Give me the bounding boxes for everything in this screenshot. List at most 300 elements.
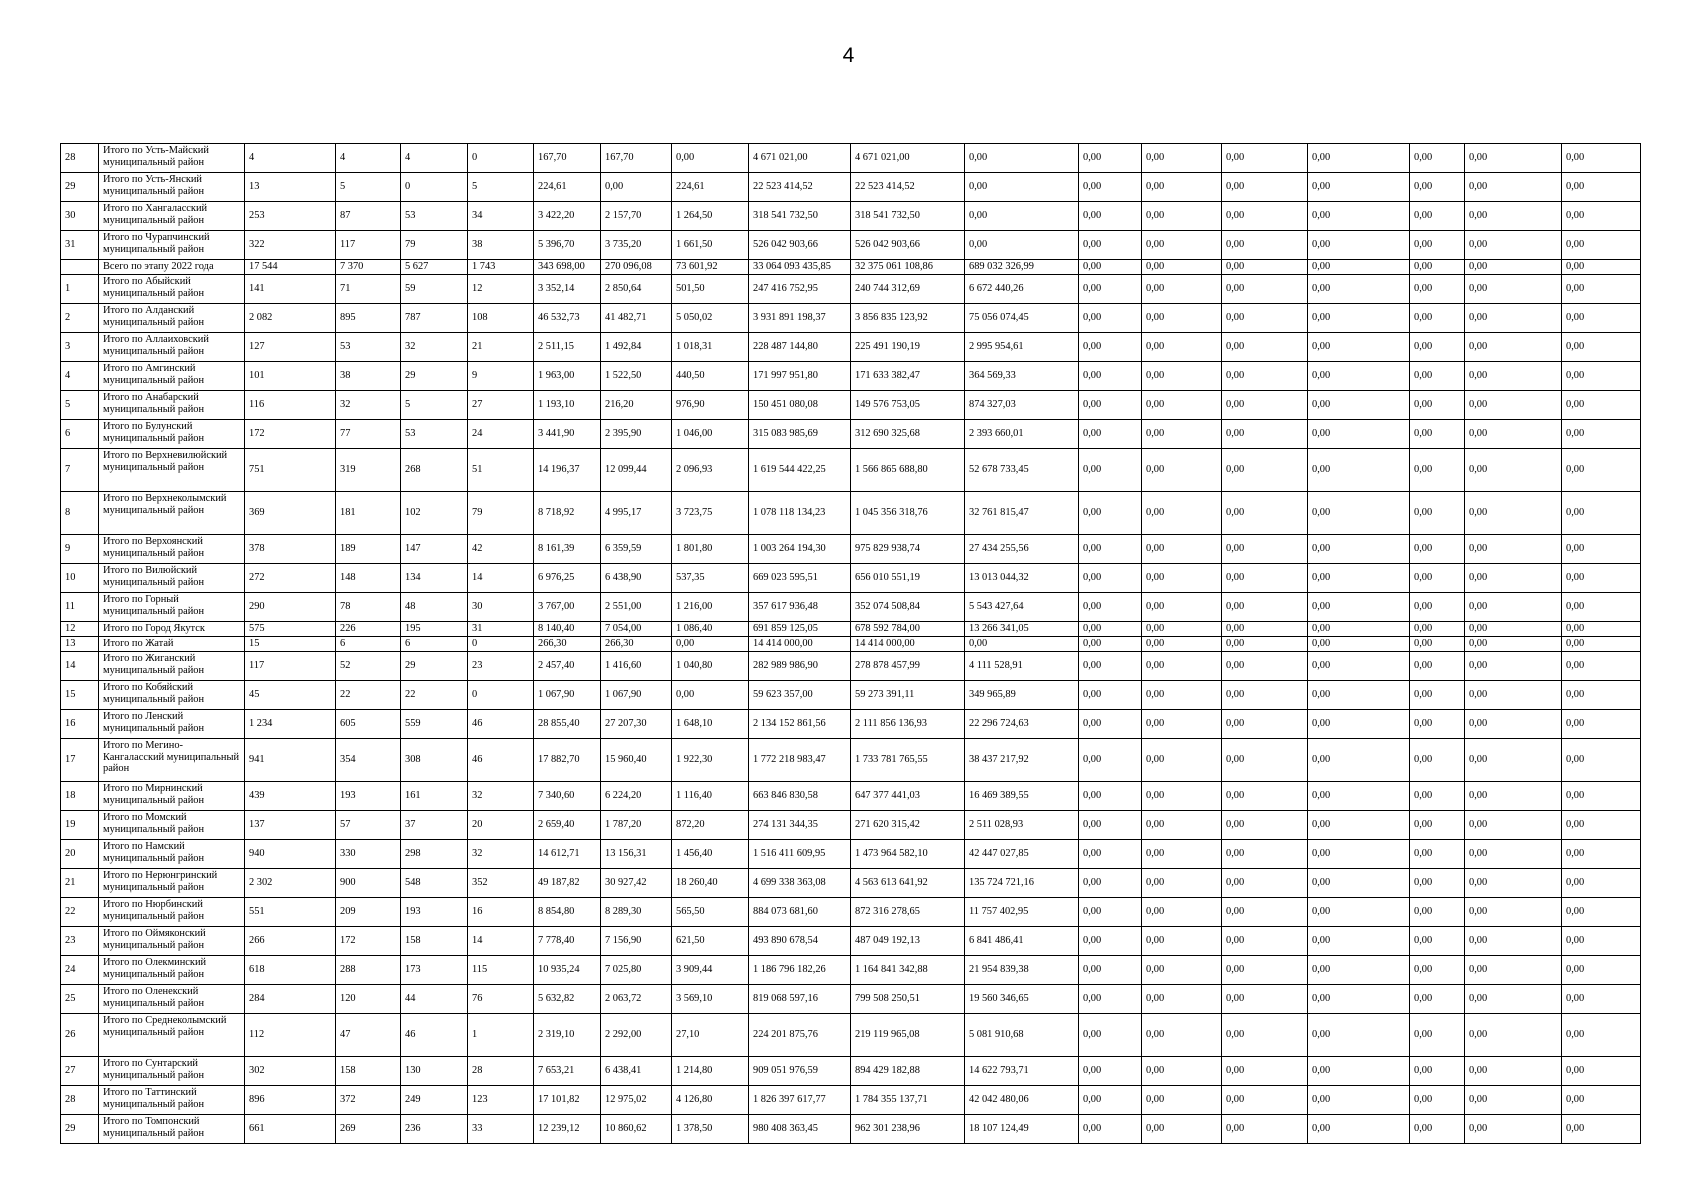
value-cell: 0,00 [965, 231, 1079, 260]
value-cell: 216,20 [601, 391, 672, 420]
value-cell: 8 161,39 [534, 535, 601, 564]
value-cell: 0,00 [1410, 927, 1465, 956]
value-cell: 0,00 [1562, 782, 1641, 811]
value-cell: 14 [468, 564, 534, 593]
value-cell: 0,00 [1562, 593, 1641, 622]
value-cell: 0,00 [1465, 593, 1562, 622]
value-cell: 115 [468, 956, 534, 985]
value-cell: 0,00 [1222, 1057, 1308, 1086]
value-cell: 0,00 [1562, 173, 1641, 202]
value-cell: 172 [336, 927, 401, 956]
value-cell: 59 623 357,00 [749, 681, 851, 710]
value-cell: 2 551,00 [601, 593, 672, 622]
table-row [61, 710, 1641, 739]
value-cell: 439 [245, 782, 336, 811]
value-cell: 318 541 732,50 [749, 202, 851, 231]
value-cell: 0,00 [1142, 739, 1222, 782]
value-cell: 0,00 [1222, 449, 1308, 492]
district-name-cell: Итого по Верхневилюйский муниципальный район [99, 449, 245, 492]
value-cell: 1 378,50 [672, 1115, 749, 1144]
value-cell: 2 850,64 [601, 275, 672, 304]
table-row [61, 1014, 1641, 1057]
table-row [61, 622, 1641, 637]
value-cell: 0,00 [1079, 637, 1142, 652]
value-cell: 51 [468, 449, 534, 492]
value-cell: 42 447 027,85 [965, 840, 1079, 869]
value-cell: 0,00 [1142, 492, 1222, 535]
value-cell: 5 050,02 [672, 304, 749, 333]
value-cell: 1 648,10 [672, 710, 749, 739]
value-cell: 14 414 000,00 [851, 637, 965, 652]
value-cell: 134 [401, 564, 468, 593]
row-number-cell: 24 [61, 956, 99, 985]
value-cell: 0,00 [1222, 304, 1308, 333]
row-number-cell: 16 [61, 710, 99, 739]
value-cell: 0,00 [1410, 362, 1465, 391]
district-name-cell: Итого по Намский муниципальный район [99, 840, 245, 869]
value-cell: 0,00 [1465, 840, 1562, 869]
value-cell: 0,00 [1222, 1115, 1308, 1144]
value-cell: 44 [401, 985, 468, 1014]
value-cell: 209 [336, 898, 401, 927]
value-cell: 0,00 [1465, 652, 1562, 681]
value-cell: 0,00 [1079, 173, 1142, 202]
value-cell: 0,00 [1465, 275, 1562, 304]
value-cell: 0,00 [1222, 362, 1308, 391]
value-cell: 0,00 [1410, 956, 1465, 985]
district-name-cell: Итого по Горный муниципальный район [99, 593, 245, 622]
value-cell: 0,00 [1079, 681, 1142, 710]
value-cell: 0,00 [1142, 637, 1222, 652]
table-row [61, 1057, 1641, 1086]
value-cell: 0,00 [1142, 652, 1222, 681]
value-cell: 0,00 [1308, 927, 1410, 956]
value-cell: 171 997 951,80 [749, 362, 851, 391]
table-row [61, 869, 1641, 898]
value-cell: 315 083 985,69 [749, 420, 851, 449]
value-cell: 0,00 [1142, 956, 1222, 985]
value-cell: 46 [401, 1014, 468, 1057]
value-cell: 0,00 [1562, 739, 1641, 782]
value-cell: 17 882,70 [534, 739, 601, 782]
district-name-cell: Итого по Сунтарский муниципальный район [99, 1057, 245, 1086]
value-cell: 0,00 [1142, 564, 1222, 593]
value-cell: 1 264,50 [672, 202, 749, 231]
value-cell: 13 266 341,05 [965, 622, 1079, 637]
value-cell: 0,00 [1222, 144, 1308, 173]
value-cell: 678 592 784,00 [851, 622, 965, 637]
value-cell: 621,50 [672, 927, 749, 956]
value-cell: 0,00 [1079, 304, 1142, 333]
value-cell: 0,00 [1308, 869, 1410, 898]
value-cell: 312 690 325,68 [851, 420, 965, 449]
value-cell: 1 922,30 [672, 739, 749, 782]
district-name-cell: Итого по Верхнеколымский муниципальный район [99, 492, 245, 535]
value-cell: 1 743 [468, 260, 534, 275]
value-cell: 167,70 [534, 144, 601, 173]
value-cell: 112 [245, 1014, 336, 1057]
district-name-cell: Итого по Среднеколымский муниципальный район [99, 1014, 245, 1057]
value-cell: 884 073 681,60 [749, 898, 851, 927]
value-cell: 0,00 [1465, 333, 1562, 362]
value-cell: 46 [468, 710, 534, 739]
value-cell: 193 [401, 898, 468, 927]
value-cell: 224,61 [534, 173, 601, 202]
table-row [61, 144, 1641, 173]
value-cell: 247 416 752,95 [749, 275, 851, 304]
value-cell: 29 [401, 362, 468, 391]
district-name-cell: Итого по Булунский муниципальный район [99, 420, 245, 449]
district-name-cell: Итого по Ленский муниципальный район [99, 710, 245, 739]
table-row [61, 420, 1641, 449]
value-cell: 33 [468, 1115, 534, 1144]
value-cell: 0,00 [1562, 564, 1641, 593]
value-cell: 22 523 414,52 [851, 173, 965, 202]
district-name-cell: Итого по Мирнинский муниципальный район [99, 782, 245, 811]
value-cell: 1 186 796 182,26 [749, 956, 851, 985]
value-cell: 1 045 356 318,76 [851, 492, 965, 535]
value-cell: 7 054,00 [601, 622, 672, 637]
value-cell: 343 698,00 [534, 260, 601, 275]
data-table [60, 143, 1641, 1144]
value-cell: 0,00 [1465, 1086, 1562, 1115]
value-cell: 5 [468, 173, 534, 202]
value-cell: 282 989 986,90 [749, 652, 851, 681]
value-cell: 0,00 [1079, 593, 1142, 622]
value-cell: 0,00 [1079, 202, 1142, 231]
row-number-cell: 23 [61, 927, 99, 956]
value-cell: 5 081 910,68 [965, 1014, 1079, 1057]
value-cell: 14 414 000,00 [749, 637, 851, 652]
value-cell: 5 [401, 391, 468, 420]
value-cell: 330 [336, 840, 401, 869]
value-cell: 3 735,20 [601, 231, 672, 260]
value-cell: 42 042 480,06 [965, 1086, 1079, 1115]
value-cell: 0,00 [1410, 840, 1465, 869]
value-cell: 0,00 [1079, 449, 1142, 492]
value-cell: 0,00 [1562, 362, 1641, 391]
page-number: 4 [842, 44, 855, 67]
value-cell: 0,00 [1562, 652, 1641, 681]
value-cell: 11 757 402,95 [965, 898, 1079, 927]
table-row [61, 840, 1641, 869]
table-row [61, 681, 1641, 710]
value-cell: 4 563 613 641,92 [851, 869, 965, 898]
value-cell: 0,00 [1222, 782, 1308, 811]
value-cell: 0,00 [1308, 898, 1410, 927]
value-cell: 0,00 [1079, 144, 1142, 173]
value-cell: 0,00 [1308, 144, 1410, 173]
value-cell: 30 927,42 [601, 869, 672, 898]
value-cell: 1 040,80 [672, 652, 749, 681]
value-cell: 2 995 954,61 [965, 333, 1079, 362]
value-cell: 15 960,40 [601, 739, 672, 782]
value-cell: 0,00 [1142, 782, 1222, 811]
value-cell: 0,00 [1142, 593, 1222, 622]
value-cell: 1 193,10 [534, 391, 601, 420]
value-cell: 0,00 [1308, 681, 1410, 710]
value-cell: 0,00 [1308, 593, 1410, 622]
value-cell: 2 457,40 [534, 652, 601, 681]
value-cell: 12 [468, 275, 534, 304]
value-cell: 0,00 [1465, 985, 1562, 1014]
value-cell: 10 935,24 [534, 956, 601, 985]
value-cell: 940 [245, 840, 336, 869]
row-number-cell: 6 [61, 420, 99, 449]
value-cell: 22 [336, 681, 401, 710]
value-cell: 173 [401, 956, 468, 985]
value-cell: 909 051 976,59 [749, 1057, 851, 1086]
row-number-cell: 28 [61, 1086, 99, 1115]
value-cell: 0,00 [1562, 811, 1641, 840]
value-cell: 0,00 [1142, 840, 1222, 869]
value-cell: 6 438,41 [601, 1057, 672, 1086]
value-cell: 0,00 [1465, 1115, 1562, 1144]
value-cell: 32 [336, 391, 401, 420]
value-cell: 976,90 [672, 391, 749, 420]
value-cell: 53 [336, 333, 401, 362]
value-cell: 3 856 835 123,92 [851, 304, 965, 333]
value-cell: 16 469 389,55 [965, 782, 1079, 811]
value-cell: 79 [401, 231, 468, 260]
value-cell: 872 316 278,65 [851, 898, 965, 927]
value-cell: 575 [245, 622, 336, 637]
value-cell: 0,00 [1562, 681, 1641, 710]
value-cell: 0,00 [1410, 492, 1465, 535]
value-cell: 0,00 [1222, 275, 1308, 304]
value-cell: 0,00 [965, 173, 1079, 202]
value-cell: 0,00 [1308, 391, 1410, 420]
value-cell: 4 671 021,00 [749, 144, 851, 173]
value-cell: 440,50 [672, 362, 749, 391]
value-cell: 3 767,00 [534, 593, 601, 622]
value-cell: 47 [336, 1014, 401, 1057]
value-cell: 0,00 [1308, 710, 1410, 739]
value-cell: 6 976,25 [534, 564, 601, 593]
value-cell: 6 438,90 [601, 564, 672, 593]
value-cell: 34 [468, 202, 534, 231]
row-number-cell: 29 [61, 173, 99, 202]
value-cell: 0,00 [1465, 202, 1562, 231]
value-cell: 4 126,80 [672, 1086, 749, 1115]
table-row [61, 449, 1641, 492]
table-row [61, 535, 1641, 564]
value-cell: 274 131 344,35 [749, 811, 851, 840]
value-cell: 1 787,20 [601, 811, 672, 840]
value-cell: 0,00 [1222, 985, 1308, 1014]
district-name-cell: Итого по Хангаласский муниципальный район [99, 202, 245, 231]
value-cell: 5 632,82 [534, 985, 601, 1014]
value-cell: 2 302 [245, 869, 336, 898]
value-cell: 0,00 [1410, 391, 1465, 420]
value-cell: 0,00 [1079, 231, 1142, 260]
value-cell: 78 [336, 593, 401, 622]
row-number-cell: 10 [61, 564, 99, 593]
value-cell: 0,00 [1222, 739, 1308, 782]
district-name-cell: Итого по Олекминский муниципальный район [99, 956, 245, 985]
value-cell: 0,00 [1142, 391, 1222, 420]
district-name-cell: Итого по Кобяйский муниципальный район [99, 681, 245, 710]
value-cell: 0,00 [1410, 564, 1465, 593]
value-cell: 0,00 [1562, 840, 1641, 869]
value-cell: 0,00 [1142, 144, 1222, 173]
value-cell: 195 [401, 622, 468, 637]
value-cell: 647 377 441,03 [851, 782, 965, 811]
value-cell: 0,00 [1222, 637, 1308, 652]
value-cell: 224,61 [672, 173, 749, 202]
value-cell: 352 074 508,84 [851, 593, 965, 622]
value-cell: 137 [245, 811, 336, 840]
value-cell: 1 003 264 194,30 [749, 535, 851, 564]
value-cell: 526 042 903,66 [749, 231, 851, 260]
value-cell: 751 [245, 449, 336, 492]
value-cell: 0,00 [1465, 898, 1562, 927]
value-cell: 0,00 [1308, 202, 1410, 231]
value-cell: 0,00 [1308, 304, 1410, 333]
value-cell: 0,00 [1308, 739, 1410, 782]
value-cell: 28 855,40 [534, 710, 601, 739]
value-cell: 1 801,80 [672, 535, 749, 564]
value-cell: 7 370 [336, 260, 401, 275]
row-number-cell: 14 [61, 652, 99, 681]
value-cell: 116 [245, 391, 336, 420]
value-cell: 0,00 [1410, 275, 1465, 304]
value-cell: 0,00 [1465, 231, 1562, 260]
value-cell: 0,00 [1142, 420, 1222, 449]
value-cell: 147 [401, 535, 468, 564]
value-cell: 167,70 [601, 144, 672, 173]
value-cell: 1 067,90 [601, 681, 672, 710]
value-cell: 1 086,40 [672, 622, 749, 637]
value-cell: 799 508 250,51 [851, 985, 965, 1014]
value-cell: 0,00 [672, 144, 749, 173]
value-cell: 322 [245, 231, 336, 260]
value-cell: 605 [336, 710, 401, 739]
value-cell: 87 [336, 202, 401, 231]
value-cell: 0,00 [1308, 1014, 1410, 1057]
value-cell: 123 [468, 1086, 534, 1115]
value-cell: 12 239,12 [534, 1115, 601, 1144]
value-cell: 24 [468, 420, 534, 449]
value-cell: 0,00 [1222, 652, 1308, 681]
value-cell: 0,00 [1142, 985, 1222, 1014]
value-cell: 0,00 [1222, 391, 1308, 420]
value-cell: 0,00 [1410, 333, 1465, 362]
row-number-cell: 31 [61, 231, 99, 260]
value-cell: 272 [245, 564, 336, 593]
value-cell: 1 216,00 [672, 593, 749, 622]
value-cell: 0,00 [1079, 391, 1142, 420]
table-row [61, 564, 1641, 593]
value-cell: 4 995,17 [601, 492, 672, 535]
value-cell: 52 678 733,45 [965, 449, 1079, 492]
value-cell: 0,00 [1079, 710, 1142, 739]
value-cell: 0,00 [1222, 1014, 1308, 1057]
district-name-cell: Итого по Томпонский муниципальный район [99, 1115, 245, 1144]
value-cell: 0,00 [1562, 985, 1641, 1014]
value-cell: 14 622 793,71 [965, 1057, 1079, 1086]
value-cell: 120 [336, 985, 401, 1014]
district-name-cell: Итого по Оймяконский муниципальный район [99, 927, 245, 956]
value-cell: 2 082 [245, 304, 336, 333]
value-cell: 2 659,40 [534, 811, 601, 840]
value-cell: 0,00 [1465, 1014, 1562, 1057]
value-cell: 1 733 781 765,55 [851, 739, 965, 782]
row-number-cell: 25 [61, 985, 99, 1014]
table-row [61, 652, 1641, 681]
value-cell: 172 [245, 420, 336, 449]
value-cell: 319 [336, 449, 401, 492]
value-cell: 1 067,90 [534, 681, 601, 710]
value-cell: 101 [245, 362, 336, 391]
table-row [61, 898, 1641, 927]
value-cell: 962 301 238,96 [851, 1115, 965, 1144]
value-cell: 661 [245, 1115, 336, 1144]
value-cell: 219 119 965,08 [851, 1014, 965, 1057]
value-cell: 14 196,37 [534, 449, 601, 492]
value-cell: 2 511,15 [534, 333, 601, 362]
value-cell: 493 890 678,54 [749, 927, 851, 956]
value-cell: 32 [468, 840, 534, 869]
value-cell: 1 234 [245, 710, 336, 739]
value-cell: 1 [468, 1014, 534, 1057]
value-cell: 0,00 [1222, 260, 1308, 275]
value-cell: 364 569,33 [965, 362, 1079, 391]
value-cell: 819 068 597,16 [749, 985, 851, 1014]
value-cell: 38 [336, 362, 401, 391]
value-cell: 0,00 [1410, 811, 1465, 840]
value-cell: 352 [468, 869, 534, 898]
value-cell: 4 [336, 144, 401, 173]
value-cell: 874 327,03 [965, 391, 1079, 420]
value-cell: 268 [401, 449, 468, 492]
value-cell: 0,00 [1562, 622, 1641, 637]
value-cell: 0,00 [1308, 637, 1410, 652]
value-cell: 48 [401, 593, 468, 622]
value-cell: 551 [245, 898, 336, 927]
value-cell: 0,00 [1079, 275, 1142, 304]
table-row [61, 173, 1641, 202]
value-cell: 0,00 [1142, 535, 1222, 564]
value-cell: 0 [468, 144, 534, 173]
value-cell: 135 724 721,16 [965, 869, 1079, 898]
value-cell: 0,00 [1562, 333, 1641, 362]
value-cell: 1 416,60 [601, 652, 672, 681]
value-cell: 318 541 732,50 [851, 202, 965, 231]
value-cell: 4 111 528,91 [965, 652, 1079, 681]
value-cell: 52 [336, 652, 401, 681]
value-cell: 618 [245, 956, 336, 985]
value-cell: 8 289,30 [601, 898, 672, 927]
value-cell: 0,00 [1410, 1115, 1465, 1144]
value-cell: 37 [401, 811, 468, 840]
value-cell: 266,30 [534, 637, 601, 652]
value-cell: 0,00 [1308, 1086, 1410, 1115]
value-cell: 266,30 [601, 637, 672, 652]
value-cell: 0,00 [1142, 260, 1222, 275]
value-cell: 13 013 044,32 [965, 564, 1079, 593]
value-cell: 0,00 [1562, 492, 1641, 535]
value-cell: 149 576 753,05 [851, 391, 965, 420]
value-cell: 0,00 [1410, 681, 1465, 710]
value-cell: 302 [245, 1057, 336, 1086]
value-cell: 71 [336, 275, 401, 304]
value-cell: 6 [336, 637, 401, 652]
value-cell: 32 375 061 108,86 [851, 260, 965, 275]
value-cell: 2 111 856 136,93 [851, 710, 965, 739]
value-cell: 0,00 [1079, 420, 1142, 449]
value-cell: 0,00 [1142, 362, 1222, 391]
